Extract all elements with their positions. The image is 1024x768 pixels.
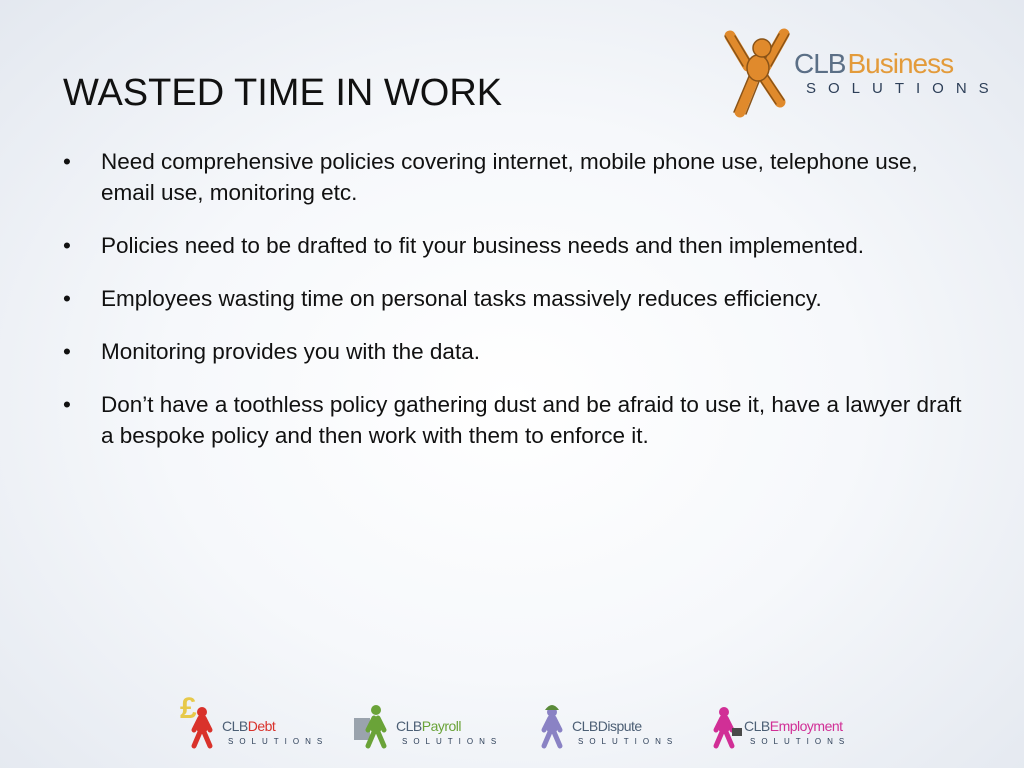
bullet-text: Don’t have a toothless policy gathering dust and be afraid to use it, have a lawyer draft a bespoke policy and then work with them to enforce it.: [101, 392, 962, 448]
clb-debt-solutions-logo: [178, 688, 338, 758]
bullet-item: [63, 283, 973, 314]
footer-logo-name: [222, 718, 275, 734]
clb-payroll-solutions-logo: [352, 688, 512, 758]
clb-business-solutions-logo: [722, 28, 1002, 124]
bullet-text: Monitoring provides you with the data.: [101, 339, 480, 364]
person-with-briefcase-icon: [700, 688, 748, 750]
footer-logo-word: Debt: [247, 718, 276, 734]
footer-logo-name: [572, 718, 642, 734]
logo-clb-text: CLB: [794, 48, 846, 79]
slide-title: WASTED TIME IN WORK: [63, 72, 503, 114]
bullet-marker: •: [63, 339, 71, 364]
footer-logos: [0, 688, 1024, 758]
bullet-text: Need comprehensive policies covering internet, mobile phone use, telephone use, email use, monitoring etc.: [101, 149, 918, 205]
clb-employment-solutions-logo: [700, 688, 860, 758]
footer-logo-word: Employment: [769, 718, 843, 734]
bullet-marker: •: [63, 233, 71, 258]
logo-brand-text: [794, 48, 953, 80]
svg-text:£: £: [180, 692, 197, 725]
footer-logo-name: [396, 718, 461, 734]
bullet-marker: •: [63, 149, 71, 174]
bullet-item: [63, 336, 973, 367]
bullet-item: [63, 146, 973, 208]
clb-dispute-solutions-logo: [528, 688, 688, 758]
bullet-list: [63, 146, 973, 473]
bullet-text: Employees wasting time on personal tasks massively reduces efficiency.: [101, 286, 822, 311]
footer-logo-solutions: SOLUTIONS: [228, 737, 329, 746]
logo-business-text: Business: [847, 48, 954, 79]
person-with-pound-icon: [178, 688, 226, 750]
footer-logo-word: Payroll: [421, 718, 462, 734]
footer-logo-clb: CLB: [396, 718, 422, 734]
logo-solutions-text: SOLUTIONS: [806, 80, 1001, 97]
footer-logo-name: [744, 718, 843, 734]
bullet-marker: •: [63, 392, 71, 417]
footer-logo-clb: CLB: [744, 718, 770, 734]
footer-logo-word: Dispute: [597, 718, 642, 734]
bullet-marker: •: [63, 286, 71, 311]
person-with-helmet-icon: [528, 688, 576, 750]
footer-logo-clb: CLB: [222, 718, 248, 734]
bullet-item: [63, 230, 973, 261]
bullet-item: [63, 389, 973, 451]
person-jumping-icon: [722, 28, 800, 122]
footer-logo-solutions: SOLUTIONS: [750, 737, 851, 746]
bullet-text: Policies need to be drafted to fit your business needs and then implemented.: [101, 233, 864, 258]
footer-logo-clb: CLB: [572, 718, 598, 734]
person-with-box-icon: [352, 688, 400, 750]
footer-logo-solutions: SOLUTIONS: [402, 737, 503, 746]
footer-logo-solutions: SOLUTIONS: [578, 737, 679, 746]
